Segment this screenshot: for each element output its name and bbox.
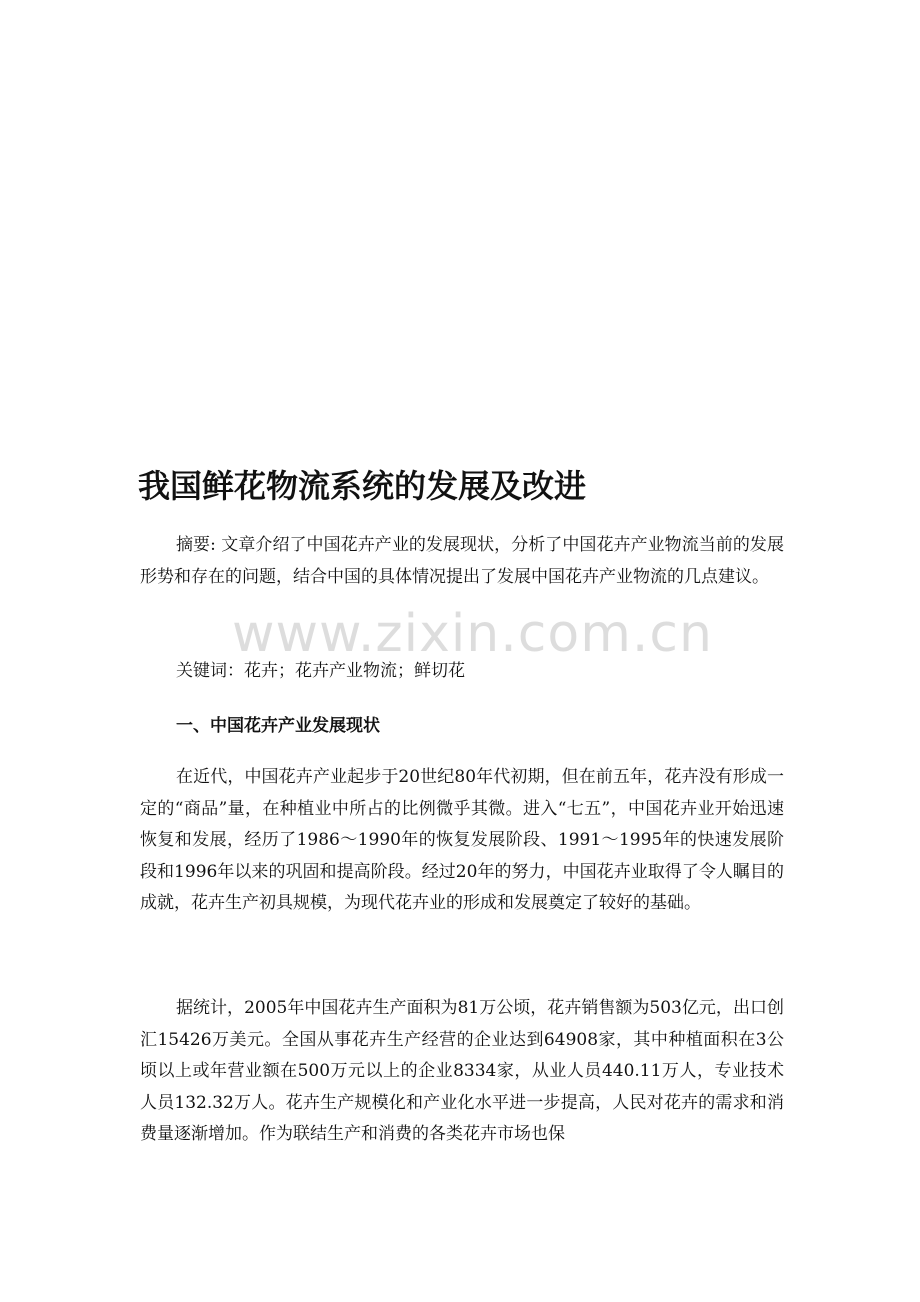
- body-paragraph-1: 在近代，中国花卉产业起步于20世纪80年代初期，但在前五年，花卉没有形成一定的“商品”量，在种植业中所占的比例微乎其微。进入“七五”，中国花卉业开始迅速恢复和发展，经历了1986～1990年的恢复发展阶段、1991～1995年的快速发展阶段和1996年以来的巩固和提高阶段。经过20年的努力，中国花卉业取得了令人瞩目的成就，花卉生产初具规模，为现代花卉业的形成和发展奠定了较好的基础。: [140, 767, 784, 913]
- abstract-paragraph: 摘要: 文章介绍了中国花卉产业的发展现状，分析了中国花卉产业物流当前的发展形势和存在的问题，结合中国的具体情况提出了发展中国花卉产业物流的几点建议。: [140, 535, 784, 587]
- document-title: 我国鲜花物流系统的发展及改进: [138, 467, 587, 505]
- section-heading: 一、中国花卉产业发展现状: [176, 716, 380, 736]
- keywords-line: 关键词：花卉；花卉产业物流；鲜切花: [176, 661, 465, 681]
- body-paragraph-2: 据统计，2005年中国花卉生产面积为81万公顷，花卉销售额为503亿元，出口创汇15426万美元。全国从事花卉生产经营的企业达到64908家，其中种植面积在3公顷以上或年营业额在500万元以上的企业8334家，从业人员440.11万人，专业技术人员132.32万人。花卉生产规模化和产业化水平进一步提高，人民对花卉的需求和消费量逐渐增加。作为联结生产和消费的各类花卉市场也保: [140, 998, 784, 1144]
- watermark-text: www.zixin.com.cn: [232, 604, 713, 664]
